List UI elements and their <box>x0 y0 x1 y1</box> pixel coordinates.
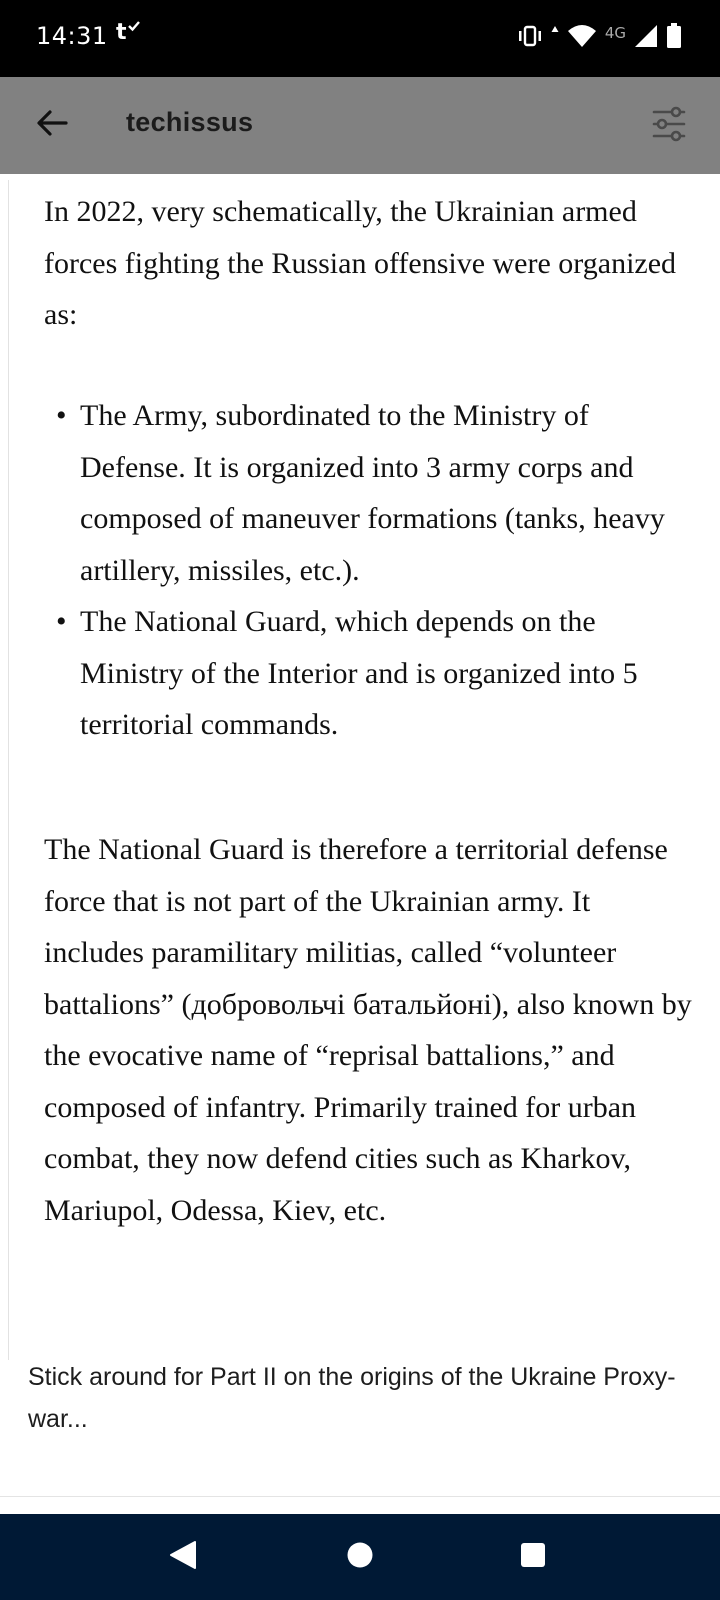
bullet-list <box>44 390 694 751</box>
body-paragraph: The National Guard is therefore a territorial defense force that is not part of the Ukrainian army. It includes paramilitary militias, called “volunteer battalions” (добровольчі батальйоні), also known by the evocative name of “reprisal battalions,” and composed of infantry. Primarily trained for urban combat, they now defend cities such as Kharkov, Mariupol, Odessa, Kiev, etc. <box>44 833 692 1227</box>
filter-button[interactable] <box>646 101 692 151</box>
divider <box>0 1496 720 1497</box>
nav-recents-square-icon <box>520 1542 546 1573</box>
nav-back-triangle-icon <box>169 1540 197 1575</box>
wifi-icon <box>567 24 597 53</box>
carrier-letter: t <box>116 20 127 45</box>
back-button[interactable] <box>24 97 80 153</box>
nav-home-circle-icon <box>346 1541 374 1574</box>
cell-signal-icon <box>634 24 658 53</box>
bullet-dot: • <box>56 399 67 432</box>
post-footer-text: Stick around for Part II on the origins of the Ukraine Proxy-war... <box>28 1363 676 1433</box>
battery-icon <box>666 23 682 54</box>
intro-paragraph: In 2022, very schematically, the Ukrainian armed forces fighting the Russian offensive were organized as: <box>44 195 677 331</box>
status-icons <box>517 22 682 54</box>
nav-back-button[interactable] <box>160 1534 206 1580</box>
status-bar <box>0 0 720 77</box>
blog-name[interactable]: techissus <box>126 107 254 137</box>
filter-sliders-icon <box>652 104 686 149</box>
system-nav-bar <box>0 1514 720 1600</box>
carrier-icon <box>116 20 140 45</box>
bullet-item <box>44 390 694 596</box>
nav-home-button[interactable] <box>337 1534 383 1580</box>
nav-recents-button[interactable] <box>510 1534 556 1580</box>
status-time: 14:31 <box>36 22 108 50</box>
app-bar <box>0 77 720 174</box>
data-arrow-icon <box>551 25 559 52</box>
arrow-left-icon <box>36 109 68 142</box>
bullet-item <box>44 596 694 751</box>
reblog-quote-block <box>8 180 709 1360</box>
bullet-text: The National Guard, which depends on the Ministry of the Interior and is organized into 5 territorial commands. <box>80 605 638 741</box>
bullet-text: The Army, subordinated to the Ministry of Defense. It is organized into 3 army corps and composed of maneuver formations (tanks, heavy artillery, missiles, etc.). <box>80 399 665 587</box>
network-type-label: 4G <box>604 24 626 42</box>
vibrate-icon <box>517 25 543 52</box>
bullet-dot: • <box>56 605 67 638</box>
post-content <box>0 174 720 1514</box>
